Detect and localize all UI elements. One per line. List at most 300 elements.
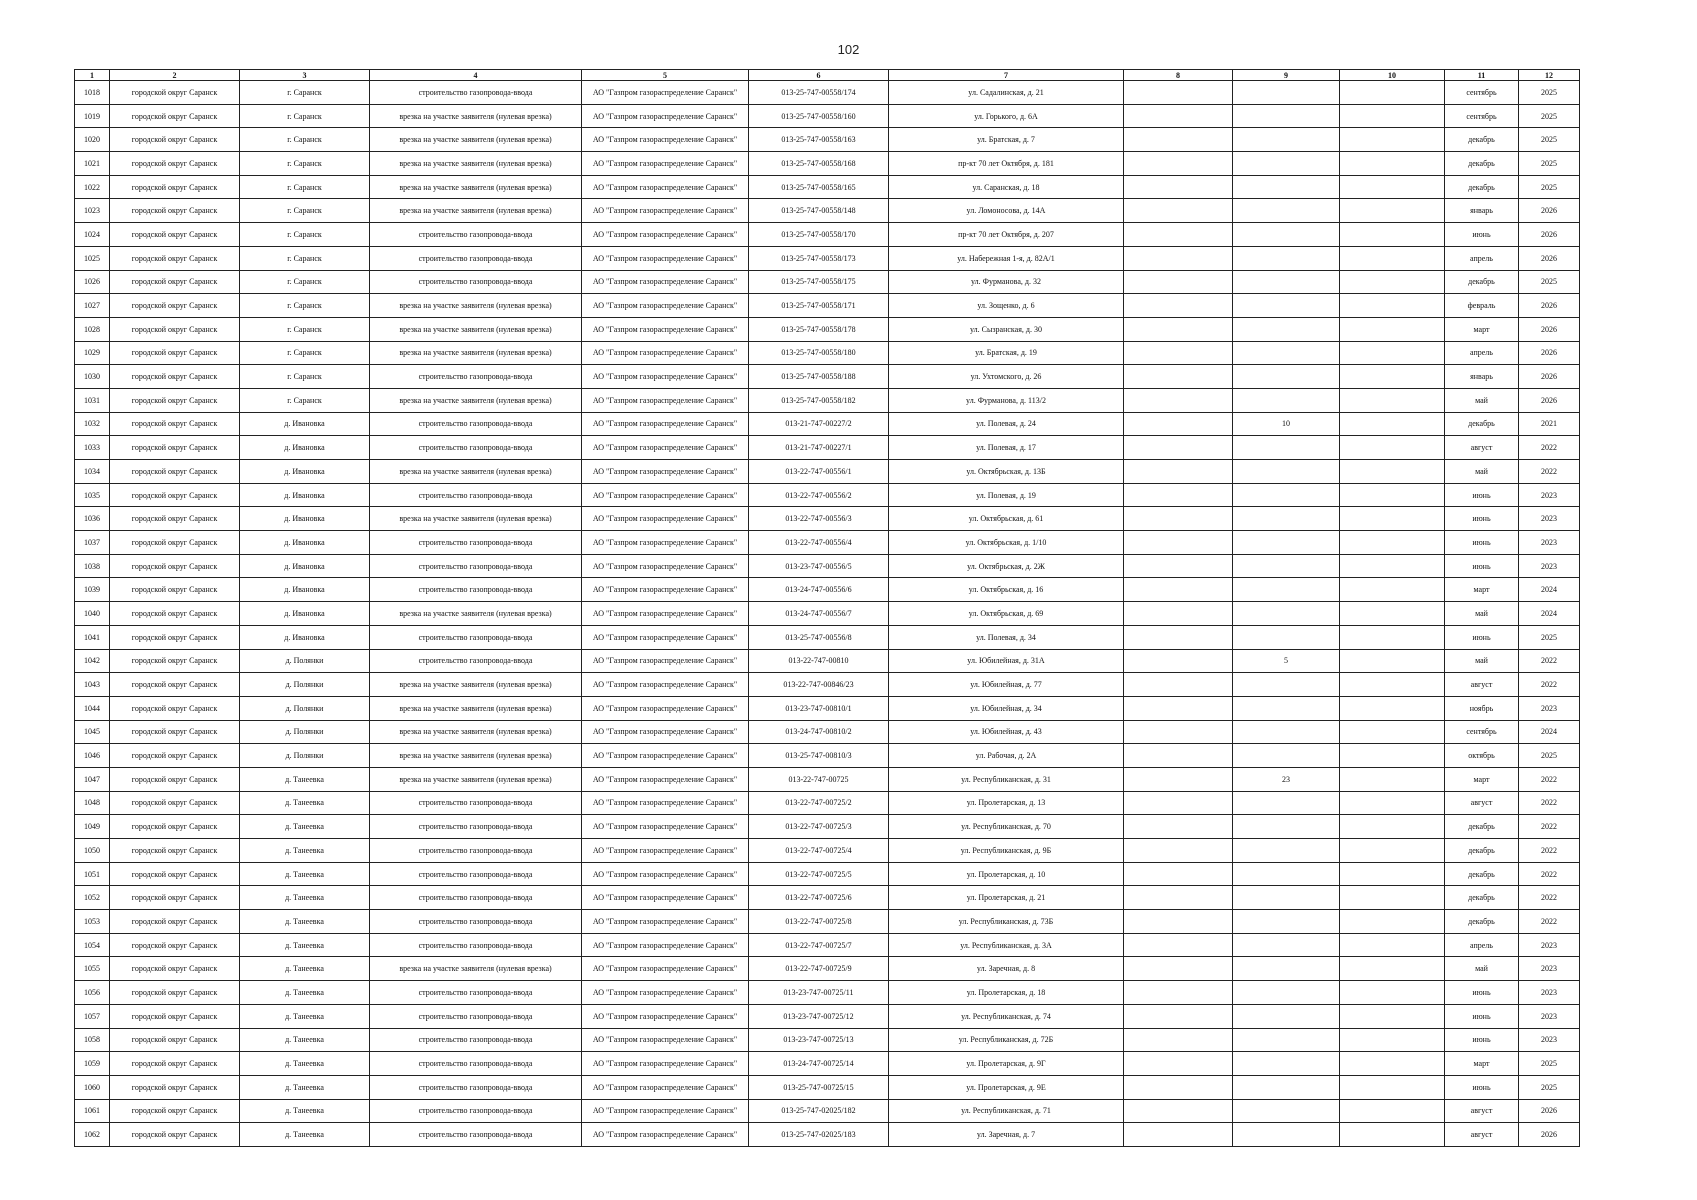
table-header	[75, 70, 1580, 81]
cell-col-9: 23	[1233, 767, 1340, 791]
cell-month: июнь	[1445, 223, 1519, 247]
cell-row-number: 1018	[75, 81, 110, 105]
cell-col-10	[1340, 1052, 1445, 1076]
cell-contract-number: 013-25-747-00558/188	[749, 365, 889, 389]
cell-contract-number: 013-22-747-00846/23	[749, 673, 889, 697]
cell-contract-number: 013-25-747-00558/170	[749, 223, 889, 247]
cell-settlement: д. Танеевка	[240, 767, 370, 791]
cell-settlement: д. Танеевка	[240, 933, 370, 957]
column-header-10: 10	[1340, 70, 1445, 81]
cell-contract-number: 013-25-747-00558/168	[749, 152, 889, 176]
cell-contract-number: 013-22-747-00556/3	[749, 507, 889, 531]
cell-col-10	[1340, 1099, 1445, 1123]
cell-contract-number: 013-25-747-00558/173	[749, 246, 889, 270]
cell-row-number: 1055	[75, 957, 110, 981]
cell-year: 2023	[1519, 531, 1580, 555]
cell-work-type: строительство газопровода-ввода	[370, 1075, 582, 1099]
cell-year: 2026	[1519, 223, 1580, 247]
cell-row-number: 1033	[75, 436, 110, 460]
cell-col-8	[1124, 223, 1233, 247]
cell-year: 2026	[1519, 294, 1580, 318]
cell-contract-number: 013-23-747-00725/11	[749, 981, 889, 1005]
cell-col-9	[1233, 507, 1340, 531]
cell-month: август	[1445, 791, 1519, 815]
cell-address: ул. Набережная 1-я, д. 82А/1	[889, 246, 1124, 270]
cell-col-8	[1124, 1028, 1233, 1052]
cell-col-9	[1233, 1123, 1340, 1147]
table-row	[75, 744, 1580, 768]
cell-municipality: городской округ Саранск	[110, 673, 240, 697]
cell-row-number: 1034	[75, 460, 110, 484]
cell-address: ул. Братская, д. 7	[889, 128, 1124, 152]
cell-work-type: строительство газопровода-ввода	[370, 1004, 582, 1028]
cell-col-8	[1124, 602, 1233, 626]
cell-work-type: строительство газопровода-ввода	[370, 436, 582, 460]
table-row	[75, 317, 1580, 341]
cell-organization: АО "Газпром газораспределение Саранск"	[582, 625, 749, 649]
cell-contract-number: 013-25-747-00558/165	[749, 175, 889, 199]
cell-col-10	[1340, 625, 1445, 649]
table-row	[75, 152, 1580, 176]
table-row	[75, 862, 1580, 886]
cell-address: ул. Пролетарская, д. 18	[889, 981, 1124, 1005]
cell-month: май	[1445, 957, 1519, 981]
cell-contract-number: 013-25-747-00558/171	[749, 294, 889, 318]
cell-year: 2022	[1519, 910, 1580, 934]
cell-settlement: д. Ивановка	[240, 507, 370, 531]
cell-work-type: строительство газопровода-ввода	[370, 531, 582, 555]
cell-contract-number: 013-22-747-00725/5	[749, 862, 889, 886]
cell-organization: АО "Газпром газораспределение Саранск"	[582, 152, 749, 176]
cell-organization: АО "Газпром газораспределение Саранск"	[582, 862, 749, 886]
cell-col-10	[1340, 910, 1445, 934]
cell-col-10	[1340, 341, 1445, 365]
cell-contract-number: 013-22-747-00556/2	[749, 483, 889, 507]
table-row	[75, 1028, 1580, 1052]
table-row	[75, 554, 1580, 578]
cell-year: 2025	[1519, 270, 1580, 294]
cell-col-8	[1124, 531, 1233, 555]
cell-row-number: 1051	[75, 862, 110, 886]
cell-col-8	[1124, 246, 1233, 270]
cell-settlement: д. Полянки	[240, 673, 370, 697]
table-row	[75, 436, 1580, 460]
cell-contract-number: 013-22-747-00725/7	[749, 933, 889, 957]
cell-year: 2026	[1519, 341, 1580, 365]
cell-col-10	[1340, 223, 1445, 247]
cell-year: 2025	[1519, 81, 1580, 105]
cell-settlement: д. Ивановка	[240, 483, 370, 507]
cell-work-type: врезка на участке заявителя (нулевая врезка)	[370, 317, 582, 341]
cell-row-number: 1039	[75, 578, 110, 602]
cell-col-9	[1233, 317, 1340, 341]
cell-col-9	[1233, 483, 1340, 507]
cell-row-number: 1041	[75, 625, 110, 649]
cell-settlement: д. Ивановка	[240, 436, 370, 460]
cell-address: ул. Полевая, д. 19	[889, 483, 1124, 507]
cell-month: август	[1445, 436, 1519, 460]
cell-col-10	[1340, 412, 1445, 436]
cell-month: декабрь	[1445, 862, 1519, 886]
cell-col-9	[1233, 223, 1340, 247]
cell-month: сентябрь	[1445, 104, 1519, 128]
cell-organization: АО "Газпром газораспределение Саранск"	[582, 531, 749, 555]
cell-municipality: городской округ Саранск	[110, 294, 240, 318]
cell-col-10	[1340, 957, 1445, 981]
cell-contract-number: 013-25-747-00558/163	[749, 128, 889, 152]
cell-organization: АО "Газпром газораспределение Саранск"	[582, 270, 749, 294]
cell-settlement: д. Танеевка	[240, 886, 370, 910]
cell-address: ул. Фурманова, д. 32	[889, 270, 1124, 294]
cell-contract-number: 013-25-747-00810/3	[749, 744, 889, 768]
cell-contract-number: 013-21-747-00227/2	[749, 412, 889, 436]
cell-municipality: городской округ Саранск	[110, 317, 240, 341]
cell-work-type: строительство газопровода-ввода	[370, 649, 582, 673]
cell-contract-number: 013-22-747-00725	[749, 767, 889, 791]
cell-settlement: д. Танеевка	[240, 839, 370, 863]
table-row	[75, 531, 1580, 555]
cell-address: ул. Заречная, д. 8	[889, 957, 1124, 981]
cell-month: декабрь	[1445, 412, 1519, 436]
cell-col-8	[1124, 981, 1233, 1005]
cell-col-8	[1124, 1123, 1233, 1147]
cell-col-9	[1233, 578, 1340, 602]
cell-row-number: 1062	[75, 1123, 110, 1147]
cell-organization: АО "Газпром газораспределение Саранск"	[582, 791, 749, 815]
table-row	[75, 981, 1580, 1005]
cell-contract-number: 013-22-747-00725/4	[749, 839, 889, 863]
cell-month: январь	[1445, 199, 1519, 223]
column-header-6: 6	[749, 70, 889, 81]
column-header-8: 8	[1124, 70, 1233, 81]
cell-settlement: д. Танеевка	[240, 1004, 370, 1028]
cell-row-number: 1056	[75, 981, 110, 1005]
cell-settlement: д. Танеевка	[240, 815, 370, 839]
cell-col-10	[1340, 128, 1445, 152]
column-header-11: 11	[1445, 70, 1519, 81]
cell-settlement: д. Ивановка	[240, 460, 370, 484]
cell-municipality: городской округ Саранск	[110, 199, 240, 223]
cell-organization: АО "Газпром газораспределение Саранск"	[582, 578, 749, 602]
cell-contract-number: 013-22-747-00556/4	[749, 531, 889, 555]
cell-col-9	[1233, 175, 1340, 199]
cell-work-type: врезка на участке заявителя (нулевая врезка)	[370, 294, 582, 318]
cell-municipality: городской округ Саранск	[110, 1052, 240, 1076]
cell-work-type: врезка на участке заявителя (нулевая врезка)	[370, 720, 582, 744]
cell-col-9	[1233, 341, 1340, 365]
cell-organization: АО "Газпром газораспределение Саранск"	[582, 81, 749, 105]
cell-contract-number: 013-22-747-00725/6	[749, 886, 889, 910]
cell-contract-number: 013-25-747-00558/174	[749, 81, 889, 105]
cell-municipality: городской округ Саранск	[110, 175, 240, 199]
cell-month: февраль	[1445, 294, 1519, 318]
cell-organization: АО "Газпром газораспределение Саранск"	[582, 649, 749, 673]
cell-col-8	[1124, 270, 1233, 294]
table-row	[75, 388, 1580, 412]
cell-contract-number: 013-25-747-00558/180	[749, 341, 889, 365]
cell-month: декабрь	[1445, 815, 1519, 839]
cell-contract-number: 013-25-747-00558/148	[749, 199, 889, 223]
table-row	[75, 767, 1580, 791]
cell-month: март	[1445, 578, 1519, 602]
cell-col-9	[1233, 839, 1340, 863]
cell-col-10	[1340, 531, 1445, 555]
cell-month: июнь	[1445, 625, 1519, 649]
cell-municipality: городской округ Саранск	[110, 933, 240, 957]
cell-col-8	[1124, 128, 1233, 152]
cell-contract-number: 013-22-747-00725/2	[749, 791, 889, 815]
cell-address: ул. Горького, д. 6А	[889, 104, 1124, 128]
cell-settlement: г. Саранск	[240, 270, 370, 294]
cell-row-number: 1037	[75, 531, 110, 555]
cell-organization: АО "Газпром газораспределение Саранск"	[582, 246, 749, 270]
cell-month: сентябрь	[1445, 81, 1519, 105]
cell-month: апрель	[1445, 246, 1519, 270]
cell-organization: АО "Газпром газораспределение Саранск"	[582, 554, 749, 578]
cell-year: 2022	[1519, 460, 1580, 484]
cell-organization: АО "Газпром газораспределение Саранск"	[582, 910, 749, 934]
table-row	[75, 886, 1580, 910]
cell-col-10	[1340, 507, 1445, 531]
cell-col-10	[1340, 1004, 1445, 1028]
cell-col-10	[1340, 578, 1445, 602]
cell-contract-number: 013-22-747-00725/8	[749, 910, 889, 934]
cell-work-type: врезка на участке заявителя (нулевая врезка)	[370, 507, 582, 531]
cell-organization: АО "Газпром газораспределение Саранск"	[582, 886, 749, 910]
cell-municipality: городской округ Саранск	[110, 223, 240, 247]
cell-work-type: врезка на участке заявителя (нулевая врезка)	[370, 460, 582, 484]
table-row	[75, 175, 1580, 199]
cell-month: июнь	[1445, 1075, 1519, 1099]
cell-municipality: городской округ Саранск	[110, 531, 240, 555]
cell-organization: АО "Газпром газораспределение Саранск"	[582, 933, 749, 957]
cell-col-10	[1340, 886, 1445, 910]
cell-year: 2026	[1519, 1123, 1580, 1147]
cell-work-type: строительство газопровода-ввода	[370, 839, 582, 863]
cell-contract-number: 013-25-747-02025/182	[749, 1099, 889, 1123]
cell-col-9	[1233, 365, 1340, 389]
cell-col-10	[1340, 815, 1445, 839]
cell-address: ул. Ломоносова, д. 14А	[889, 199, 1124, 223]
table-row	[75, 104, 1580, 128]
cell-year: 2023	[1519, 933, 1580, 957]
cell-col-8	[1124, 1052, 1233, 1076]
table-row	[75, 1099, 1580, 1123]
cell-contract-number: 013-25-747-00558/175	[749, 270, 889, 294]
cell-col-9	[1233, 625, 1340, 649]
cell-municipality: городской округ Саранск	[110, 128, 240, 152]
cell-work-type: врезка на участке заявителя (нулевая врезка)	[370, 152, 582, 176]
cell-municipality: городской округ Саранск	[110, 507, 240, 531]
cell-address: ул. Республиканская, д. 9Б	[889, 839, 1124, 863]
cell-municipality: городской округ Саранск	[110, 625, 240, 649]
cell-month: ноябрь	[1445, 696, 1519, 720]
cell-col-9	[1233, 673, 1340, 697]
cell-municipality: городской округ Саранск	[110, 767, 240, 791]
table-row	[75, 815, 1580, 839]
cell-address: пр-кт 70 лет Октября, д. 207	[889, 223, 1124, 247]
cell-address: ул. Ухтомского, д. 26	[889, 365, 1124, 389]
cell-year: 2023	[1519, 507, 1580, 531]
cell-work-type: строительство газопровода-ввода	[370, 578, 582, 602]
cell-organization: АО "Газпром газораспределение Саранск"	[582, 317, 749, 341]
cell-work-type: строительство газопровода-ввода	[370, 910, 582, 934]
cell-organization: АО "Газпром газораспределение Саранск"	[582, 839, 749, 863]
cell-settlement: д. Танеевка	[240, 1052, 370, 1076]
cell-municipality: городской округ Саранск	[110, 839, 240, 863]
cell-col-9	[1233, 554, 1340, 578]
cell-month: май	[1445, 460, 1519, 484]
cell-organization: АО "Газпром газораспределение Саранск"	[582, 720, 749, 744]
cell-col-9	[1233, 1099, 1340, 1123]
table-row	[75, 1123, 1580, 1147]
cell-municipality: городской округ Саранск	[110, 1075, 240, 1099]
cell-address: ул. Сызранская, д. 30	[889, 317, 1124, 341]
cell-contract-number: 013-25-747-00558/182	[749, 388, 889, 412]
cell-municipality: городской округ Саранск	[110, 981, 240, 1005]
cell-col-8	[1124, 507, 1233, 531]
cell-col-10	[1340, 554, 1445, 578]
cell-contract-number: 013-25-747-00725/15	[749, 1075, 889, 1099]
cell-col-9: 10	[1233, 412, 1340, 436]
cell-address: ул. Садалинская, д. 21	[889, 81, 1124, 105]
cell-month: сентябрь	[1445, 720, 1519, 744]
cell-month: декабрь	[1445, 175, 1519, 199]
cell-settlement: г. Саранск	[240, 81, 370, 105]
cell-organization: АО "Газпром газораспределение Саранск"	[582, 365, 749, 389]
cell-col-9	[1233, 910, 1340, 934]
cell-contract-number: 013-22-747-00725/3	[749, 815, 889, 839]
cell-year: 2022	[1519, 673, 1580, 697]
registry-table	[74, 69, 1580, 1147]
cell-organization: АО "Газпром газораспределение Саранск"	[582, 412, 749, 436]
cell-settlement: д. Танеевка	[240, 1123, 370, 1147]
table-row	[75, 649, 1580, 673]
cell-col-8	[1124, 460, 1233, 484]
cell-col-9	[1233, 1004, 1340, 1028]
cell-settlement: г. Саранск	[240, 341, 370, 365]
cell-month: июнь	[1445, 1028, 1519, 1052]
cell-settlement: д. Полянки	[240, 696, 370, 720]
cell-col-9	[1233, 957, 1340, 981]
cell-year: 2023	[1519, 483, 1580, 507]
cell-row-number: 1035	[75, 483, 110, 507]
cell-contract-number: 013-21-747-00227/1	[749, 436, 889, 460]
cell-work-type: врезка на участке заявителя (нулевая врезка)	[370, 696, 582, 720]
cell-col-8	[1124, 744, 1233, 768]
cell-work-type: врезка на участке заявителя (нулевая врезка)	[370, 199, 582, 223]
cell-municipality: городской округ Саранск	[110, 152, 240, 176]
cell-col-8	[1124, 696, 1233, 720]
table-row	[75, 128, 1580, 152]
cell-month: июнь	[1445, 483, 1519, 507]
cell-row-number: 1043	[75, 673, 110, 697]
cell-year: 2026	[1519, 388, 1580, 412]
cell-municipality: городской округ Саранск	[110, 886, 240, 910]
cell-year: 2025	[1519, 1052, 1580, 1076]
cell-row-number: 1040	[75, 602, 110, 626]
table-row	[75, 365, 1580, 389]
cell-row-number: 1053	[75, 910, 110, 934]
cell-col-10	[1340, 152, 1445, 176]
cell-organization: АО "Газпром газораспределение Саранск"	[582, 104, 749, 128]
cell-col-8	[1124, 483, 1233, 507]
cell-col-9	[1233, 460, 1340, 484]
cell-year: 2023	[1519, 1028, 1580, 1052]
cell-row-number: 1023	[75, 199, 110, 223]
cell-col-8	[1124, 839, 1233, 863]
cell-settlement: г. Саранск	[240, 365, 370, 389]
cell-address: ул. Рабочая, д. 2А	[889, 744, 1124, 768]
cell-settlement: д. Ивановка	[240, 554, 370, 578]
cell-col-8	[1124, 720, 1233, 744]
cell-address: ул. Республиканская, д. 72Б	[889, 1028, 1124, 1052]
cell-settlement: г. Саранск	[240, 223, 370, 247]
cell-organization: АО "Газпром газораспределение Саранск"	[582, 1028, 749, 1052]
cell-year: 2022	[1519, 791, 1580, 815]
cell-col-10	[1340, 649, 1445, 673]
cell-contract-number: 013-24-747-00725/14	[749, 1052, 889, 1076]
cell-col-9	[1233, 152, 1340, 176]
cell-month: март	[1445, 317, 1519, 341]
cell-work-type: строительство газопровода-ввода	[370, 365, 582, 389]
cell-work-type: строительство газопровода-ввода	[370, 815, 582, 839]
cell-contract-number: 013-22-747-00725/9	[749, 957, 889, 981]
cell-municipality: городской округ Саранск	[110, 365, 240, 389]
cell-col-8	[1124, 791, 1233, 815]
cell-work-type: строительство газопровода-ввода	[370, 1028, 582, 1052]
cell-month: май	[1445, 602, 1519, 626]
cell-col-9	[1233, 436, 1340, 460]
cell-col-10	[1340, 460, 1445, 484]
cell-organization: АО "Газпром газораспределение Саранск"	[582, 957, 749, 981]
cell-col-9	[1233, 933, 1340, 957]
cell-year: 2021	[1519, 412, 1580, 436]
table-row	[75, 294, 1580, 318]
cell-organization: АО "Газпром газораспределение Саранск"	[582, 1004, 749, 1028]
cell-col-10	[1340, 1123, 1445, 1147]
cell-row-number: 1031	[75, 388, 110, 412]
cell-year: 2025	[1519, 744, 1580, 768]
column-header-3: 3	[240, 70, 370, 81]
cell-year: 2022	[1519, 436, 1580, 460]
cell-organization: АО "Газпром газораспределение Саранск"	[582, 388, 749, 412]
cell-contract-number: 013-22-747-00810	[749, 649, 889, 673]
cell-organization: АО "Газпром газораспределение Саранск"	[582, 673, 749, 697]
cell-year: 2022	[1519, 815, 1580, 839]
table-row	[75, 673, 1580, 697]
cell-col-9	[1233, 531, 1340, 555]
cell-row-number: 1028	[75, 317, 110, 341]
cell-work-type: строительство газопровода-ввода	[370, 791, 582, 815]
table-row	[75, 1004, 1580, 1028]
cell-row-number: 1019	[75, 104, 110, 128]
table-row	[75, 578, 1580, 602]
cell-year: 2024	[1519, 602, 1580, 626]
cell-settlement: г. Саранск	[240, 294, 370, 318]
cell-contract-number: 013-25-747-00558/160	[749, 104, 889, 128]
cell-month: август	[1445, 1099, 1519, 1123]
cell-month: апрель	[1445, 341, 1519, 365]
cell-col-9	[1233, 1028, 1340, 1052]
cell-work-type: врезка на участке заявителя (нулевая врезка)	[370, 767, 582, 791]
cell-municipality: городской округ Саранск	[110, 602, 240, 626]
cell-settlement: г. Саранск	[240, 104, 370, 128]
table-row	[75, 696, 1580, 720]
cell-col-8	[1124, 1099, 1233, 1123]
cell-col-9	[1233, 981, 1340, 1005]
cell-contract-number: 013-23-747-00556/5	[749, 554, 889, 578]
